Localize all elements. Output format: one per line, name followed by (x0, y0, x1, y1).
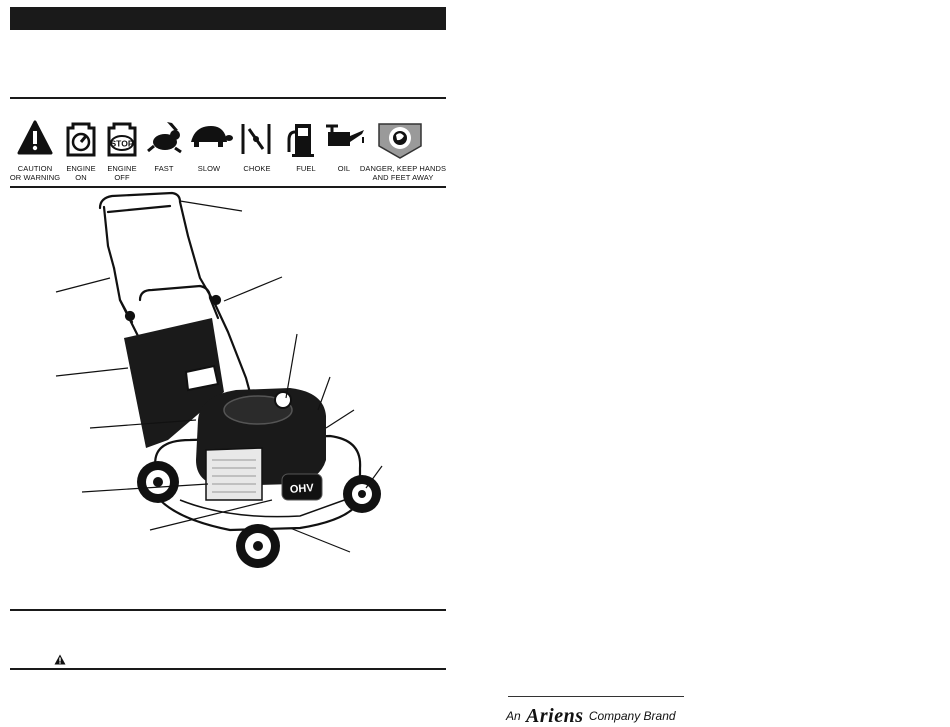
divider-bottom (10, 609, 446, 611)
label-fast: FAST (154, 164, 174, 173)
header-bar (10, 7, 446, 30)
warning-triangle-small-icon (54, 654, 66, 665)
brand-rule (508, 696, 684, 697)
oil-can-icon (316, 120, 372, 156)
ariens-logo: Ariens (526, 705, 584, 727)
label-engine-on: ENGINE ON (66, 164, 96, 182)
brand-prefix: An (506, 709, 521, 723)
label-engine-off: ENGINE OFF (107, 164, 137, 182)
brand-suffix: Company Brand (588, 709, 676, 723)
divider-top (10, 97, 446, 99)
label-slow: SLOW (197, 164, 221, 173)
blade-danger-icon (372, 120, 428, 160)
brand-line (506, 703, 676, 726)
stop-badge-text: STOP (110, 138, 134, 149)
label-fuel: FUEL (296, 164, 316, 173)
lawn-mower-illustration (0, 188, 450, 588)
label-caution-warning: CAUTION OR WARNING (9, 164, 61, 182)
label-oil: OIL (337, 164, 351, 173)
label-danger-hands-feet: DANGER, KEEP HANDS AND FEET AWAY (359, 164, 447, 182)
ohv-badge: OHV (289, 482, 315, 496)
label-choke: CHOKE (243, 164, 271, 173)
divider-footer (10, 668, 446, 670)
